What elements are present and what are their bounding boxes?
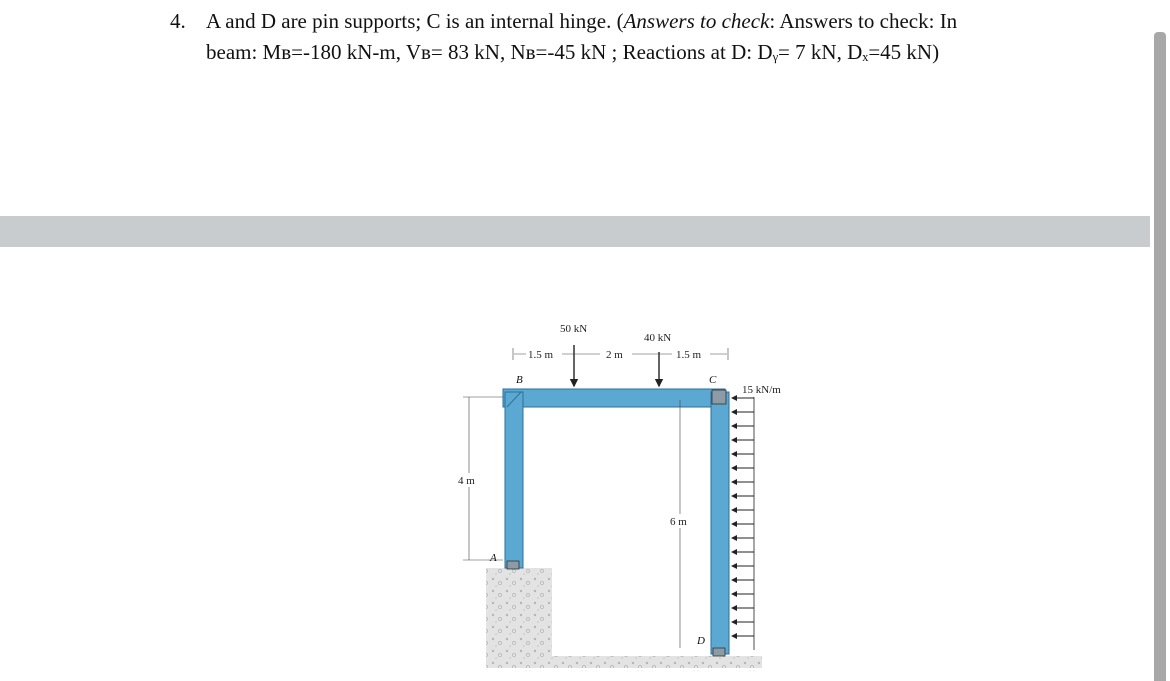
dim-middle-span: 2 m [606, 349, 623, 361]
pin-a [507, 561, 519, 569]
bottom-ground [552, 656, 762, 668]
distributed-load-label: 15 kN/m [742, 384, 781, 396]
column-cd [711, 392, 729, 654]
label-a: A [490, 552, 497, 564]
label-b: B [516, 374, 523, 386]
dim-height-left: 4 m [458, 475, 475, 487]
dim-left-span: 1.5 m [528, 349, 554, 361]
answers-label: Answers to check [623, 9, 770, 33]
column-ab [505, 392, 523, 568]
problem-number: 4. [170, 9, 186, 33]
distributed-load-arrows [732, 398, 754, 636]
load-label-50kn: 50 kN [560, 323, 588, 335]
left-foundation [486, 568, 552, 668]
hinge-c [712, 390, 726, 404]
beam-bc [503, 389, 725, 407]
dim-height-right: 6 m [670, 516, 687, 528]
problem-text-a: A and D are pin supports; C is an internal hinge. ( [206, 9, 624, 33]
label-c: C [709, 374, 717, 386]
dim-right-span: 1.5 m [676, 349, 702, 361]
load-label-40kn: 40 kN [644, 332, 672, 344]
label-d: D [697, 635, 705, 647]
problem-line-2: beam: Mʙ=-180 kN-m, Vʙ= 83 kN, Nʙ=-45 kN ; Reactions at D: Dᵧ= 7 kN, Dₓ=45 kN) [206, 40, 940, 64]
pin-d [713, 648, 725, 656]
problem-text-b: : Answers to check: In [769, 9, 958, 33]
